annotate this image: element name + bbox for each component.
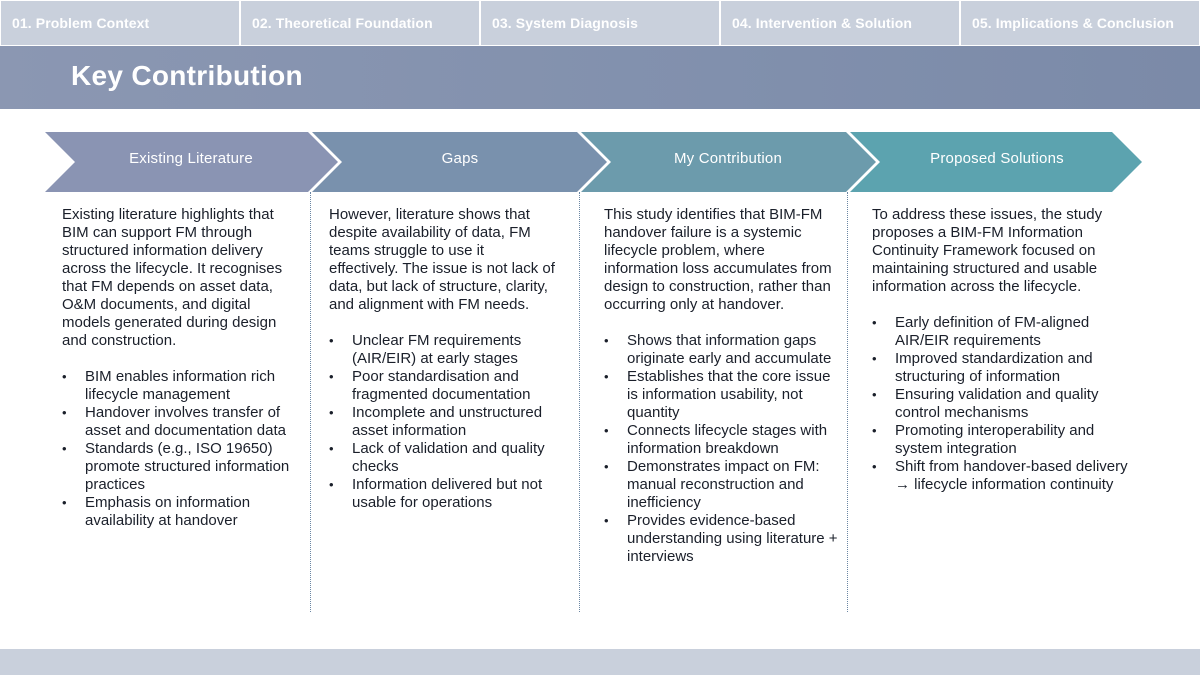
page-title: Key Contribution — [71, 60, 303, 91]
tab-intervention-solution[interactable]: 04. Intervention & Solution — [720, 0, 960, 46]
column-gaps — [329, 206, 557, 512]
list-item: • Information delivered but not usable for operations — [329, 476, 557, 512]
list-item: • Poor standardisation and fragmented documentation — [329, 368, 557, 404]
list-item: • Emphasis on information availability at handover — [62, 494, 298, 530]
tab-system-diagnosis[interactable]: 03. System Diagnosis — [480, 0, 720, 46]
list-item: • Improved standardization and structuring of information — [872, 350, 1132, 386]
list-item: • Establishes that the core issue is information usability, not quantity — [604, 368, 840, 422]
column-existing-literature — [62, 206, 298, 530]
list-item: • Connects lifecycle stages with information breakdown — [604, 422, 840, 458]
footer-band — [0, 649, 1200, 675]
tab-problem-context[interactable]: 01. Problem Context — [0, 0, 240, 46]
title-band — [0, 46, 1200, 109]
bullet-list — [329, 332, 557, 512]
column-divider — [310, 192, 311, 612]
list-item: • Shift from handover-based delivery → lifecycle information continuity — [872, 458, 1132, 494]
list-item: • Promoting interoperability and system integration — [872, 422, 1132, 458]
bullet-list — [604, 332, 840, 566]
section-nav — [0, 0, 1200, 46]
bullet-list — [872, 314, 1132, 494]
list-item: • Early definition of FM-aligned AIR/EIR requirements — [872, 314, 1132, 350]
tab-theoretical-foundation[interactable]: 02. Theoretical Foundation — [240, 0, 480, 46]
step-label-gaps: Gaps — [441, 150, 479, 167]
list-item: • Shows that information gaps originate early and accumulate — [604, 332, 840, 368]
bullet-list — [62, 368, 298, 530]
list-item: • Incomplete and unstructured asset information — [329, 404, 557, 440]
column-my-contribution — [604, 206, 840, 566]
column-intro: Existing literature highlights that BIM can support FM through structured information delivery across the lifecycle. It recognises that FM depends on asset data, O&M documents, and digital models generated during design and construction. — [62, 206, 283, 349]
tab-implications-conclusion[interactable]: 05. Implications & Conclusion — [960, 0, 1200, 46]
column-intro: However, literature shows that despite availability of data, FM teams struggle to use it effectively. The issue is not lack of data, but lack of structure, clarity, and alignment with FM needs. — [329, 206, 555, 313]
list-item: • Handover involves transfer of asset and documentation data — [62, 404, 298, 440]
step-label-my-contribution: My Contribution — [673, 150, 783, 167]
step-label-proposed-solutions: Proposed Solutions — [930, 150, 1064, 167]
step-label-existing-literature: Existing Literature — [129, 150, 253, 167]
column-intro: To address these issues, the study proposes a BIM-FM Information Continuity Framework focused on maintaining structured and usable information across the lifecycle. — [872, 206, 1103, 295]
list-item: • Standards (e.g., ISO 19650) promote structured information practices — [62, 440, 298, 494]
list-item: • Ensuring validation and quality control mechanisms — [872, 386, 1132, 422]
column-proposed-solutions — [872, 206, 1132, 494]
list-item: • Provides evidence-based understanding using literature + interviews — [604, 512, 840, 566]
column-divider — [579, 192, 580, 612]
list-item: • BIM enables information rich lifecycle management — [62, 368, 298, 404]
list-item: • Lack of validation and quality checks — [329, 440, 557, 476]
list-item: • Demonstrates impact on FM: manual reconstruction and inefficiency — [604, 458, 840, 512]
list-item: • Unclear FM requirements (AIR/EIR) at early stages — [329, 332, 557, 368]
column-intro: This study identifies that BIM-FM handover failure is a systemic lifecycle problem, where information loss accumulates from design to construction, rather than occurring only at handover. — [604, 206, 832, 313]
column-divider — [847, 192, 848, 612]
